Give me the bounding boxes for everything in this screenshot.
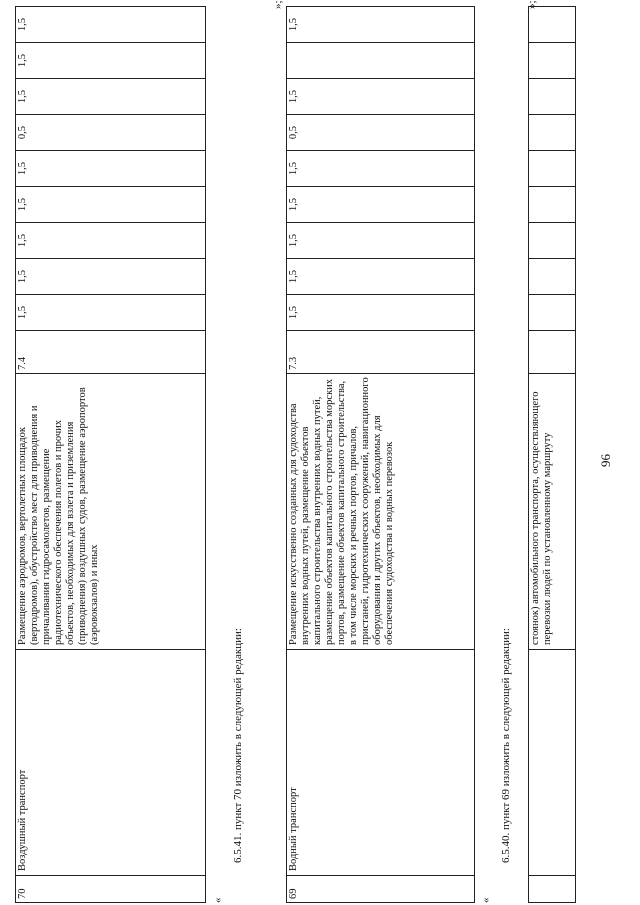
cell-description: стоянок) автомобильного транспорта, осуществляющего перевозки людей по установленному маршруту (529, 374, 576, 650)
item-number: 69 (287, 876, 475, 903)
open-quote: « (480, 897, 492, 903)
item-code: 7.4 (16, 331, 206, 374)
item-description: Размещение аэродромов, вертолетных площадок (вертодромов), обустройство мест для приводнения и причаливания гидросамолетов, размещение радиотехнического обеспечения полетов и прочих объектов, необходимых для взлета и приземления (приводнения) воздушных судов, размещение аэропортов (аэровокзалов) и иных (16, 374, 206, 650)
table-item-70 (15, 6, 206, 903)
cell-value (529, 223, 576, 259)
item-code: 7.3 (287, 331, 475, 374)
previous-table-fragment (528, 6, 576, 903)
cell-value (529, 295, 576, 331)
value-cell: 1,5 (16, 7, 206, 43)
cell-value (529, 115, 576, 151)
cell-value (529, 259, 576, 295)
value-cell: 1,5 (16, 223, 206, 259)
cell-value (529, 187, 576, 223)
closing-mark: »; (526, 0, 538, 9)
cell-value (529, 151, 576, 187)
item-number: 70 (16, 876, 206, 903)
paragraph-69-intro: 6.5.40. пункт 69 изложить в следующей редакции: (500, 628, 512, 863)
value-cell: 0,5 (287, 115, 475, 151)
value-cell: 1,5 (16, 187, 206, 223)
value-cell: 1,5 (287, 151, 475, 187)
value-cell: 1,5 (287, 187, 475, 223)
value-cell: 1,5 (16, 259, 206, 295)
value-cell: 1,5 (287, 223, 475, 259)
cell-code (529, 331, 576, 374)
value-cell (287, 43, 475, 79)
value-cell: 1,5 (16, 151, 206, 187)
cell-value (529, 79, 576, 115)
value-cell: 1,5 (287, 79, 475, 115)
item-name: Воздушный транспорт (16, 650, 206, 876)
table-item-69 (286, 6, 475, 903)
cell-value (529, 7, 576, 43)
value-cell: 0,5 (16, 115, 206, 151)
cell-value (529, 43, 576, 79)
value-cell: 1,5 (16, 43, 206, 79)
open-quote: « (212, 897, 224, 903)
closing-mark: »; (272, 0, 284, 9)
item-description: Размещение искусственно созданных для судоходства внутренних водных путей, размещение объектов капитального строительства внутренних водных путей, размещение объектов капитального строительства морских портов, размещение объектов капитального строительства, в том числе морских и речных портов, причалов, пристаней, гидротехнических сооружений, навигационного оборудования и других объектов, необходимых для обеспечения судоходства и водных перевозок (287, 374, 475, 650)
value-cell: 1,5 (287, 7, 475, 43)
value-cell: 1,5 (287, 295, 475, 331)
cell-name (529, 650, 576, 876)
item-name: Водный транспорт (287, 650, 475, 876)
value-cell: 1,5 (16, 79, 206, 115)
cell-number (529, 876, 576, 903)
value-cell: 1,5 (16, 295, 206, 331)
page-number: 96 (598, 454, 613, 467)
paragraph-70-intro: 6.5.41. пункт 70 изложить в следующей редакции: (232, 628, 244, 863)
value-cell: 1,5 (287, 259, 475, 295)
